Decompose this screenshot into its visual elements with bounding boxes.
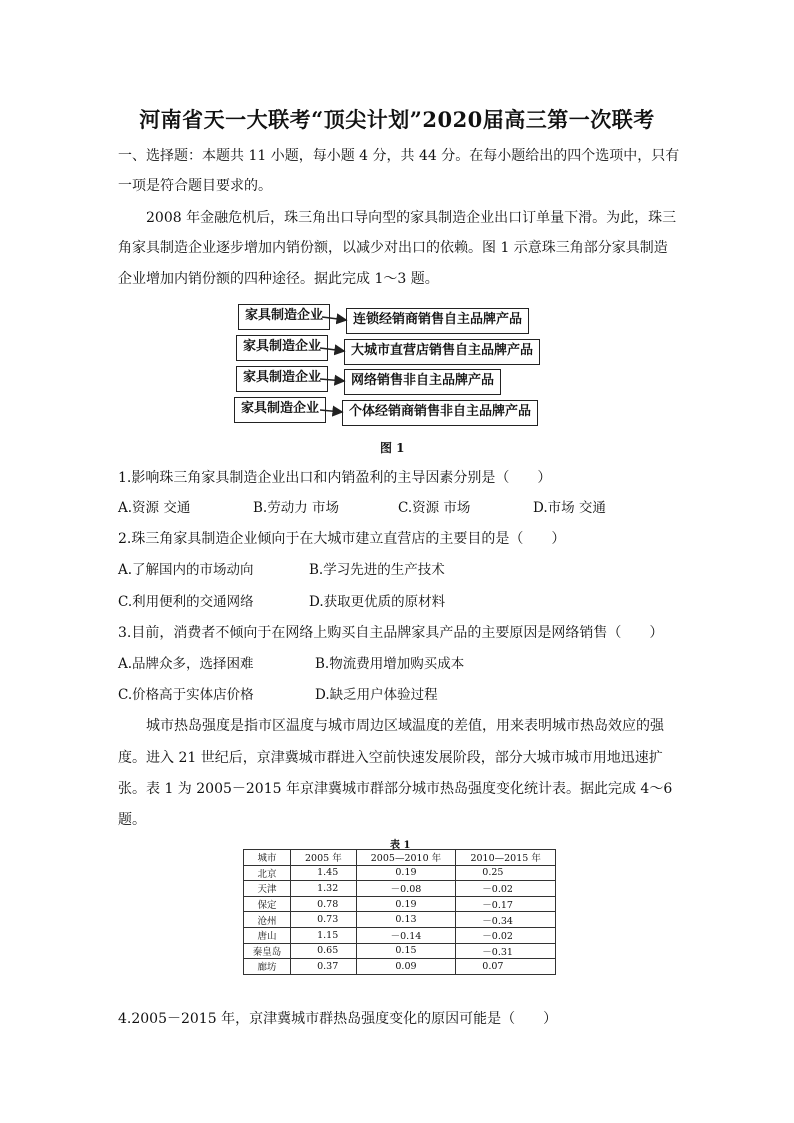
q1-stem: 1.影响珠三角家具制造企业出口和内销盈利的主导因素分别是（ ） <box>118 470 552 486</box>
table1-header-2005-2010: 2005—2010 年 <box>356 850 456 866</box>
table1-cell-value: 0.19 <box>356 896 456 912</box>
table-row <box>244 927 556 943</box>
figure1-source-box-3: 家具制造企业 <box>236 366 328 392</box>
table1-cell-value: 0.37 <box>291 959 357 975</box>
q2-option-b[interactable]: B.学习先进的生产技术 <box>309 562 445 578</box>
table1-cell-value: 0.19 <box>356 865 456 881</box>
table1-cell-city: 沧州 <box>244 912 291 928</box>
q3-option-c[interactable]: C.价格高于实体店价格 <box>118 687 254 703</box>
q3-option-d[interactable]: D.缺乏用户体验过程 <box>315 687 438 703</box>
table1-cell-value: 0.15 <box>356 943 456 959</box>
table1-cell-value: 0.65 <box>291 943 357 959</box>
passage2-line2: 度。进入 21 世纪后，京津冀城市群进入空前快速发展阶段，部分大城市城市用地迅速扩 <box>118 750 663 766</box>
table1-cell-value: 0.13 <box>356 912 456 928</box>
table1-cell-value: 0.78 <box>291 896 357 912</box>
q3-stem: 3.目前，消费者不倾向于在网络上购买自主品牌家具产品的主要原因是网络销售（ ） <box>118 625 664 641</box>
table1-header-2005: 2005 年 <box>291 850 357 866</box>
figure1-target-box-4: 个体经销商销售非自主品牌产品 <box>342 400 538 426</box>
figure1-target-box-1: 连锁经销商销售自主品牌产品 <box>346 308 529 334</box>
figure1-source-box-2: 家具制造企业 <box>236 335 328 361</box>
passage1-line2: 角家具制造企业逐步增加内销份额，以减少对出口的依赖。图 1 示意珠三角部分家具制造 <box>118 240 668 256</box>
q3-option-a[interactable]: A.品牌众多，选择困难 <box>118 656 254 672</box>
figure1-caption: 图 1 <box>380 441 405 455</box>
table1-header-row <box>244 850 556 866</box>
table1-cell-value: 0.07 <box>456 959 556 975</box>
figure1-source-box-4: 家具制造企业 <box>234 397 326 423</box>
q2-option-d[interactable]: D.获取更优质的原材料 <box>309 594 446 610</box>
table1-cell-city: 廊坊 <box>244 959 291 975</box>
figure1-arrows <box>320 300 350 430</box>
section-instruction-line1: 一、选择题：本题共 11 小题，每小题 4 分，共 44 分。在每小题给出的四个选项中，只有 <box>118 148 680 164</box>
table1-cell-city: 保定 <box>244 896 291 912</box>
table1-cell-value: 0.09 <box>356 959 456 975</box>
passage1-line1: 2008 年金融危机后，珠三角出口导向型的家具制造企业出口订单量下滑。为此，珠三 <box>146 210 677 226</box>
table1-cell-value: －0.02 <box>456 881 556 897</box>
table1-cell-value: 0.73 <box>291 912 357 928</box>
q2-option-c[interactable]: C.利用便利的交通网络 <box>118 594 254 610</box>
page-title: 河南省天一大联考“顶尖计划”2020届高三第一次联考 <box>139 107 655 132</box>
table-row <box>244 943 556 959</box>
figure1-target-box-2: 大城市直营店销售自主品牌产品 <box>344 339 540 365</box>
table1-cell-city: 北京 <box>244 865 291 881</box>
table1-cell-value: －0.17 <box>456 896 556 912</box>
table1-cell-value: －0.08 <box>356 881 456 897</box>
table1-cell-value: 1.45 <box>291 865 357 881</box>
figure1-arrow-4 <box>320 410 342 412</box>
table1-cell-value: 0.25 <box>456 865 556 881</box>
table1-cell-city: 唐山 <box>244 927 291 943</box>
table1-cell-value: －0.31 <box>456 943 556 959</box>
table1-cell-city: 秦皇岛 <box>244 943 291 959</box>
table-row <box>244 896 556 912</box>
passage2-line1: 城市热岛强度是指市区温度与城市周边区域温度的差值，用来表明城市热岛效应的强 <box>146 718 664 734</box>
section-instruction-line2: 一项是符合题目要求的。 <box>118 178 272 194</box>
table1-header-2010-2015: 2010—2015 年 <box>456 850 556 866</box>
q3-option-b[interactable]: B.物流费用增加购买成本 <box>315 656 465 672</box>
figure1-arrow-3 <box>320 379 344 381</box>
table1-cell-value: －0.02 <box>456 927 556 943</box>
table-row <box>244 912 556 928</box>
table1-cell-value: 1.32 <box>291 881 357 897</box>
table-row <box>244 865 556 881</box>
table1-cell-city: 天津 <box>244 881 291 897</box>
passage2-line3: 张。表 1 为 2005－2015 年京津冀城市群部分城市热岛强度变化统计表。据此完成 4～6 <box>118 781 673 797</box>
passage1-line3: 企业增加内销份额的四种途径。据此完成 1～3 题。 <box>118 271 439 287</box>
q4-stem: 4.2005－2015 年，京津冀城市群热岛强度变化的原因可能是（ ） <box>118 1011 558 1027</box>
q2-stem: 2.珠三角家具制造企业倾向于在大城市建立直营店的主要目的是（ ） <box>118 531 566 547</box>
q2-option-a[interactable]: A.了解国内的市场动向 <box>118 562 254 578</box>
table1-cell-value: －0.34 <box>456 912 556 928</box>
q1-option-d[interactable]: D.市场 交通 <box>533 500 606 516</box>
table1-caption: 表 1 <box>390 840 411 851</box>
q1-option-b[interactable]: B.劳动力 市场 <box>253 500 340 516</box>
table-row <box>244 959 556 975</box>
q1-option-a[interactable]: A.资源 交通 <box>118 500 191 516</box>
figure1-arrow-1 <box>322 317 346 320</box>
figure1-target-box-3: 网络销售非自主品牌产品 <box>344 369 501 395</box>
figure1-source-box-1: 家具制造企业 <box>238 304 330 330</box>
table-row <box>244 881 556 897</box>
table1-cell-value: 1.15 <box>291 927 357 943</box>
table-1 <box>243 849 556 975</box>
q1-option-c[interactable]: C.资源 市场 <box>398 500 471 516</box>
table1-cell-value: －0.14 <box>356 927 456 943</box>
passage2-line4: 题。 <box>118 812 146 828</box>
figure1-arrow-2 <box>320 348 344 351</box>
table1-header-city: 城市 <box>244 850 291 866</box>
